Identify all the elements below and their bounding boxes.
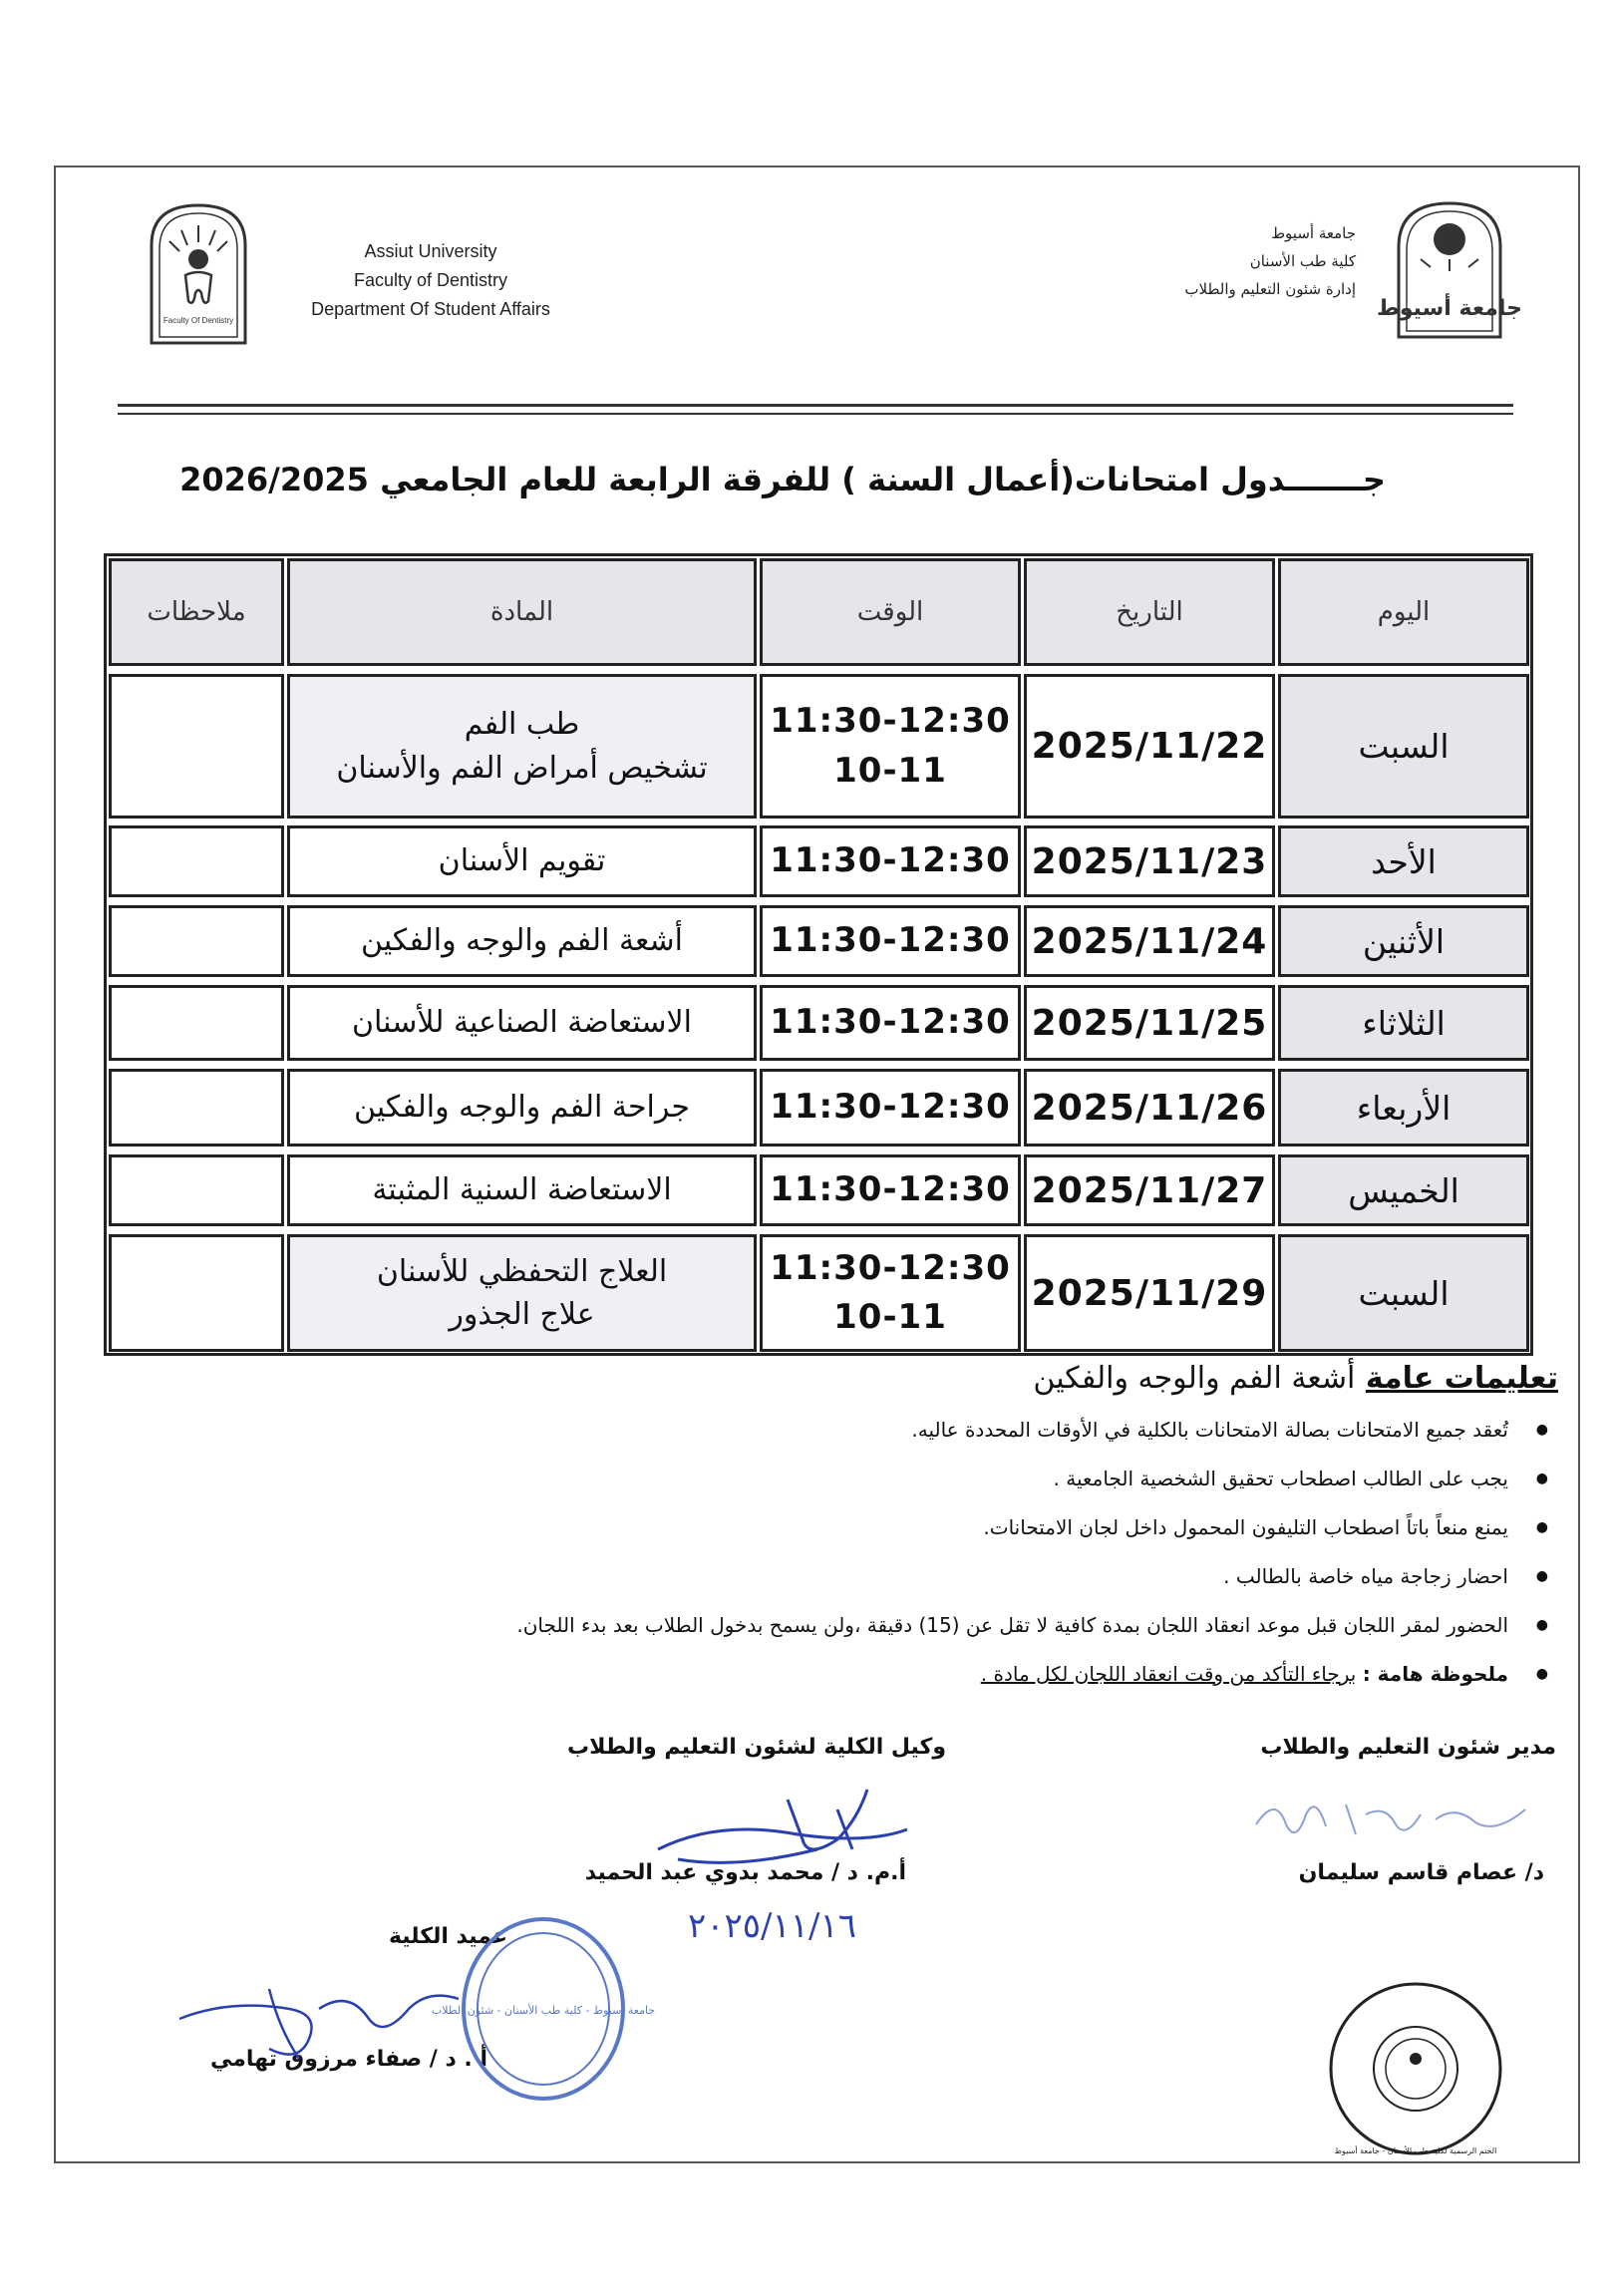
vice-dean-signature xyxy=(638,1780,927,1899)
faculty-of-dentistry-logo xyxy=(142,197,255,345)
subject-name: العلاج التحفظي للأسنان xyxy=(376,1253,668,1289)
table-row-day: السبت xyxy=(1278,674,1529,819)
important-text: برجاء التأكد من وقت انعقاد اللجان لكل مادة . xyxy=(980,1662,1357,1686)
table-row-time xyxy=(760,905,1021,977)
student-affairs-stamp xyxy=(431,1909,656,2109)
exam-schedule-table xyxy=(104,553,1533,1356)
time-slot: 11:30-12:30 xyxy=(770,1002,1011,1043)
instruction-item: ● يجب على الطالب اصطحاب تحقيق الشخصية الجامعية . xyxy=(153,1465,1548,1492)
logo-left-text: Faculty Of Dentistry xyxy=(162,316,234,325)
time-slot: 11:30-12:30 xyxy=(770,840,1011,881)
time-slot: 11:30-12:30 xyxy=(770,701,1011,742)
instructions-title xyxy=(1033,1361,1558,1396)
table-row-notes xyxy=(109,905,284,977)
table-row-subject xyxy=(287,1154,757,1226)
header-ar-university: جامعة أسيوط xyxy=(1271,224,1356,242)
table-row-subject xyxy=(287,905,757,977)
table-row-subject xyxy=(287,674,757,819)
table-row-date: 2025/11/23 xyxy=(1024,825,1275,897)
page-title: جـــــــدول امتحانات(أعمال السنة ) للفرقة الرابعة للعام الجامعي 2026/2025 xyxy=(179,461,1386,498)
header-time: الوقت xyxy=(760,558,1021,666)
time-slot: 11:30-12:30 xyxy=(770,1247,1011,1288)
table-row-subject xyxy=(287,825,757,897)
header-en-department: Department Of Student Affairs xyxy=(311,299,550,319)
instructions-title-extra: أشعة الفم والوجه والفكين xyxy=(1033,1361,1356,1396)
table-row-day: الثلاثاء xyxy=(1278,985,1529,1061)
time-slot: 11:30-12:30 xyxy=(770,920,1011,961)
table-row-notes xyxy=(109,674,284,819)
header-rule-bottom xyxy=(118,413,1513,415)
table-row-date: 2025/11/29 xyxy=(1024,1234,1275,1352)
office-stamp-text: جامعة أسيوط - كلية طب الأسنان - شئون الطلاب xyxy=(431,2004,656,2017)
vice-dean-name: أ.م. د / محمد بدوي عبد الحميد xyxy=(584,1860,906,1885)
subject-name: أشعة الفم والوجه والفكين xyxy=(361,923,683,959)
instruction-item: ● الحضور لمقر اللجان قبل موعد انعقاد اللجان بمدة كافية لا تقل عن (15) دقيقة ،ولن يسمح بدخول الطلاب بعد بدء اللجان. xyxy=(153,1611,1548,1639)
header-subject: المادة xyxy=(287,558,757,666)
table-row-time xyxy=(760,825,1021,897)
header-day: اليوم xyxy=(1278,558,1529,666)
table-row-notes xyxy=(109,825,284,897)
subject-name: تقويم الأسنان xyxy=(438,843,606,879)
table-row-day: الأربعاء xyxy=(1278,1069,1529,1147)
official-stamp-text: الختم الرسمية لكلية طب الأسنان - جامعة أسيوط xyxy=(1334,2146,1497,2155)
time-slot: 10-11 xyxy=(833,1297,947,1337)
header-en-faculty: Faculty of Dentistry xyxy=(353,270,508,290)
header-date: التاريخ xyxy=(1024,558,1275,666)
subject-name: طب الفم xyxy=(464,707,580,742)
table-row-date: 2025/11/25 xyxy=(1024,985,1275,1061)
table-row-time xyxy=(760,1154,1021,1226)
table-row-notes xyxy=(109,1154,284,1226)
header-english xyxy=(281,237,580,324)
subject-name: علاج الجذور xyxy=(449,1297,595,1332)
dean-title: عميد الكلية xyxy=(388,1924,507,1949)
table-row-subject xyxy=(287,1234,757,1352)
time-slot: 11:30-12:30 xyxy=(770,1087,1011,1128)
table-row-time xyxy=(760,674,1021,819)
director-title: مدير شئون التعليم والطلاب xyxy=(1260,1735,1556,1760)
table-row-date: 2025/11/26 xyxy=(1024,1069,1275,1147)
instruction-item-important xyxy=(153,1660,1548,1688)
instruction-item: ● احضار زجاجة مياه خاصة بالطالب . xyxy=(153,1562,1548,1590)
important-label: ملحوظة هامة : xyxy=(1362,1662,1508,1686)
table-row-day: الأثنين xyxy=(1278,905,1529,977)
table-row-time xyxy=(760,1069,1021,1147)
instructions-list xyxy=(153,1416,1548,1709)
table-row-subject xyxy=(287,985,757,1061)
vice-dean-title: وكيل الكلية لشئون التعليم والطلاب xyxy=(567,1735,946,1760)
director-signature xyxy=(1246,1785,1545,1854)
table-row-notes xyxy=(109,1069,284,1147)
instruction-item: ● يمنع منعاً باتاً اصطحاب التليفون المحمول داخل لجان الامتحانات. xyxy=(153,1513,1548,1541)
table-row-time xyxy=(760,1234,1021,1352)
header-ar-faculty: كلية طب الأسنان xyxy=(1249,252,1356,270)
official-faculty-stamp xyxy=(1321,1974,1510,2163)
time-slot: 10-11 xyxy=(833,750,947,791)
header-ar-department: إدارة شئون التعليم والطلاب xyxy=(1184,280,1356,298)
table-row-date: 2025/11/27 xyxy=(1024,1154,1275,1226)
table-row-notes xyxy=(109,985,284,1061)
logo-right-text: جامعة أسيوط xyxy=(1377,296,1522,321)
table-row-date: 2025/11/22 xyxy=(1024,674,1275,819)
subject-name: الاستعاضة الصناعية للأسنان xyxy=(352,1005,693,1041)
header-rule-top xyxy=(118,404,1513,407)
table-row-day: السبت xyxy=(1278,1234,1529,1352)
dean-signature xyxy=(169,1969,469,2079)
table-row-time xyxy=(760,985,1021,1061)
handwritten-date: ٢٠٢٥/١١/١٦ xyxy=(688,1906,857,1946)
table-row-subject xyxy=(287,1069,757,1147)
table-row-date: 2025/11/24 xyxy=(1024,905,1275,977)
header-arabic xyxy=(1057,219,1356,303)
header-notes: ملاحظات xyxy=(109,558,284,666)
table-row-day: الأحد xyxy=(1278,825,1529,897)
time-slot: 11:30-12:30 xyxy=(770,1169,1011,1210)
table-row-day: الخميس xyxy=(1278,1154,1529,1226)
director-name: د/ عصام قاسم سليمان xyxy=(1298,1860,1544,1885)
instructions-title-main: تعليمات عامة xyxy=(1365,1361,1558,1396)
dean-name: أ . د / صفاء مرزوق تهامي xyxy=(209,2047,487,2072)
subject-name: الاستعاضة السنية المثبتة xyxy=(372,1172,672,1208)
instruction-item: ● تُعقد جميع الامتحانات بصالة الامتحانات بالكلية في الأوقات المحددة عاليه. xyxy=(153,1416,1548,1444)
header-en-university: Assiut University xyxy=(364,241,497,261)
assiut-university-logo xyxy=(1377,197,1522,339)
subject-name: جراحة الفم والوجه والفكين xyxy=(354,1090,690,1126)
subject-name: تشخيص أمراض الفم والأسنان xyxy=(336,750,708,786)
table-row-notes xyxy=(109,1234,284,1352)
